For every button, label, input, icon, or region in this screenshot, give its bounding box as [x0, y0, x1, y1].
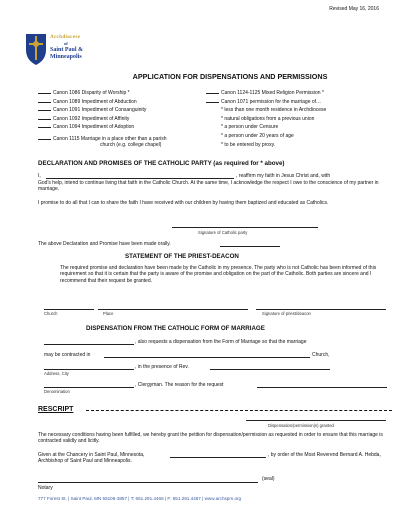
made-orally-text: The above Declaration and Promise have been made orally. — [38, 241, 171, 247]
checklist-item[interactable]: Canon 1115 Marriage in a place other than a parish — [38, 136, 208, 142]
dispensation-line3: , in the presence of Rev. — [135, 364, 189, 370]
seal-label: (seal) — [262, 476, 275, 482]
logo-line-3: Saint Paul & — [50, 47, 84, 53]
page-title: APPLICATION FOR DISPENSATIONS AND PERMISSIONS — [132, 72, 328, 81]
church-field[interactable] — [44, 309, 94, 310]
revised-date: Revised May 16, 2016 — [329, 6, 379, 12]
logo-line-2: of — [64, 41, 68, 46]
rescript-divider — [86, 410, 392, 411]
notary-signature-field[interactable] — [38, 482, 258, 483]
declaration-i-label: I, — [38, 173, 41, 179]
declaration-heading: DECLARATION AND PROMISES OF THE CATHOLIC PARTY (as required for * above) — [38, 160, 285, 167]
catholic-signature-field[interactable] — [172, 227, 318, 228]
dispensation-heading: DISPENSATION FROM THE CATHOLIC FORM OF MARRIAGE — [86, 325, 265, 332]
checklist-subitem[interactable]: * natural obligations from a previous union — [221, 115, 315, 122]
reason-field[interactable] — [257, 387, 387, 388]
checklist-item[interactable]: Canon 1092 Impediment of Affinity — [38, 116, 208, 125]
granted-field[interactable] — [246, 420, 386, 421]
dispensation-line4: , Clergyman. The reason for the request — [135, 382, 224, 388]
footer-contact: 777 Forest St. | Saint Paul, MN 55106-3857 | T: 651.291.4466 | F: 651.291.4467 | www.archspm.org — [38, 496, 242, 501]
dispensation-line2-end: Church, — [312, 352, 330, 358]
checklist-left — [38, 90, 208, 149]
denomination-field[interactable] — [44, 387, 134, 388]
archdiocese-logo — [24, 28, 96, 70]
checklist-subitem[interactable]: * less than one month residence in Archdiocese — [221, 107, 327, 114]
dispensation-line2-start: may be contracted in — [44, 352, 91, 358]
declaration-name-field[interactable] — [46, 178, 234, 179]
denomination-label: Denomination — [44, 389, 70, 394]
checklist-item[interactable]: Canon 1089 Impediment of Abduction — [38, 99, 208, 108]
address-label: Address, City — [44, 371, 69, 376]
notary-label: Notary — [38, 485, 53, 491]
checklist-item[interactable]: Canon 1086 Disparity of Worship * — [38, 90, 208, 99]
checklist-right — [206, 90, 386, 150]
checklist-item-continuation: church (e.g. college chapel) — [100, 142, 162, 149]
reverend-field[interactable] — [210, 369, 330, 370]
logo-line-1: Archdiocese — [50, 34, 81, 40]
granted-label: Dispensation/permission(s) granted — [268, 423, 334, 428]
checklist-item[interactable]: Canon 1124-1125 Mixed Religion Permission * — [206, 90, 386, 99]
checklist-subitem[interactable]: * a person under 20 years of age — [221, 132, 294, 139]
place-label: Place — [103, 311, 114, 316]
address-field[interactable] — [44, 369, 134, 370]
priest-signature-field[interactable] — [256, 309, 386, 310]
checklist-item[interactable]: Canon 1091 Impediment of Consanguinity — [38, 107, 208, 116]
place-field[interactable] — [98, 309, 248, 310]
dispensation-line1: , also requests a dispensation from the Form of Marriage so that the marriage — [135, 339, 307, 345]
church-name-field[interactable] — [104, 357, 310, 358]
catholic-signature-label: Signature of Catholic party — [198, 230, 248, 235]
checklist-item[interactable]: Canon 1094 Impediment of Adoption — [38, 124, 208, 133]
made-orally-field[interactable] — [220, 246, 280, 247]
checklist-item[interactable]: Canon 1071 permission for the marriage of… — [206, 99, 386, 108]
declaration-line1-tail: , reaffirm my faith in Jesus Christ and, with — [236, 173, 331, 179]
given-at-start: Given at the Chancery in Saint Paul, Minnesota, — [38, 452, 145, 458]
given-at-end: , by order of the Most Reverend Bernard A. Hebda, Archbishop of Saint Paul and Minneapolis. — [38, 452, 381, 465]
priest-statement: The required promise and declaration have been made by the Catholic in my presence. The party who is not Catholic has been informed of this requirement so that it is certain that the party is aware of the promise and obligation on the part of the Catholic. Both parties are sincere and I recommend that their request be granted. — [60, 265, 377, 284]
checklist-subitem[interactable]: * to be entered by proxy. — [221, 141, 276, 148]
declaration-para2: I promise to do all that I can to share the faith I have received with our children by having them baptized and educated as Catholics. — [38, 200, 329, 206]
priest-heading: STATEMENT OF THE PRIEST-DEACON — [125, 253, 239, 260]
party-name-field[interactable] — [44, 344, 134, 345]
priest-signature-label: Signature of priest/deacon — [262, 311, 311, 316]
declaration-para1: God's help, intend to continue living that faith in the Catholic Church. At the same time, I acknowledge the respect I owe to the conscience of my partner in marriage. — [38, 180, 379, 193]
logo-line-4: Minneapolis — [50, 54, 82, 60]
checklist-subitem[interactable]: * a person under Censure — [221, 124, 279, 131]
rescript-paragraph: The necessary conditions having been fulfilled, we hereby grant the petition for dispensation/permission as requested in order to ensure that this marriage is contracted validly and licitly. — [38, 432, 383, 445]
rescript-heading: RESCRIPT — [38, 406, 74, 413]
church-label: Church — [44, 311, 58, 316]
crest-icon — [24, 30, 48, 66]
